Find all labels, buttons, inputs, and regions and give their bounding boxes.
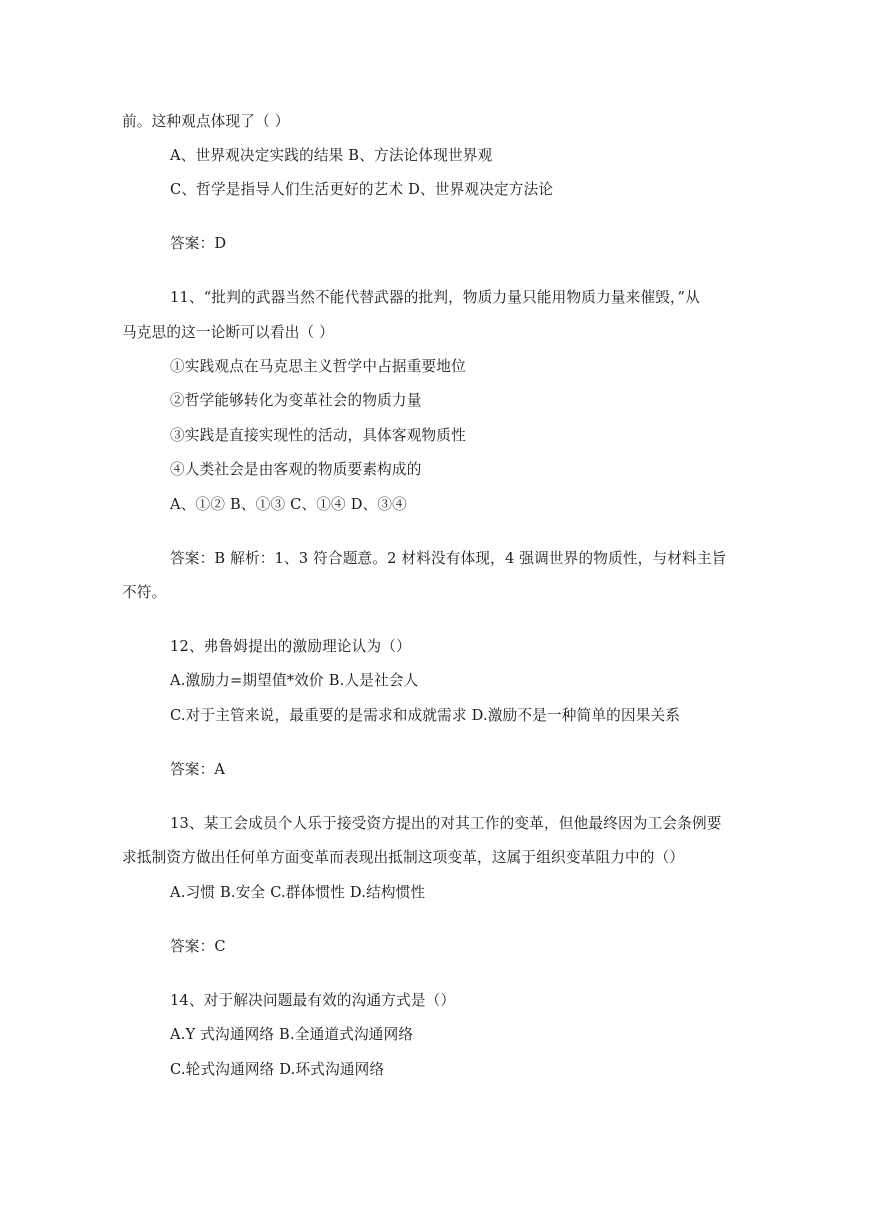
q10-answer: 答案：D [170, 235, 227, 252]
q12-options-cd: C.对于主管来说，最重要的是需求和成就需求 D.激励不是一种简单的因果关系 [170, 707, 681, 724]
q11-stem-line-1: 11、“批判的武器当然不能代替武器的批判，物质力量只能用物质力量来催毁，”从 [170, 289, 700, 306]
q12-options-ab: A.激励力=期望值*效价 B.人是社会人 [170, 672, 419, 689]
q12-stem: 12、弗鲁姆提出的激励理论认为（） [170, 638, 411, 655]
q11-statement-2: ②哲学能够转化为变革社会的物质力量 [170, 392, 422, 409]
q10-options-cd: C、哲学是指导人们生活更好的艺术 D、世界观决定方法论 [170, 181, 554, 198]
q14-options-ab: A.Y 式沟通网络 B.全通道式沟通网络 [170, 1026, 414, 1043]
q12-answer: 答案：A [170, 761, 226, 778]
q11-answer-line-1: 答案：B 解析：1、3 符合题意。2 材料没有体现，4 强调世界的物质性，与材料主旨 [170, 550, 727, 567]
q11-answer-line-2: 不符。 [122, 584, 167, 601]
q14-options-cd: C.轮式沟通网络 D.环式沟通网络 [170, 1061, 385, 1078]
q11-statement-4: ④人类社会是由客观的物质要素构成的 [170, 461, 422, 478]
q11-statement-1: ①实践观点在马克思主义哲学中占据重要地位 [170, 358, 466, 375]
q13-stem-line-2: 求抵制资方做出任何单方面变革而表现出抵制这项变革，这属于组织变革阻力中的（） [122, 849, 685, 866]
q13-stem-line-1: 13、某工会成员个人乐于接受资方提出的对其工作的变革，但他最终因为工会条例要 [170, 815, 722, 832]
q10-options-ab: A、世界观决定实践的结果 B、方法论体现世界观 [170, 147, 493, 164]
q11-stem-line-2: 马克思的这一论断可以看出（ ） [122, 324, 334, 341]
q11-statement-3: ③实践是直接实现性的活动，具体客观物质性 [170, 427, 466, 444]
q13-options: A.习惯 B.安全 C.群体惯性 D.结构惯性 [170, 884, 426, 901]
q10-question-tail: 前。这种观点体现了（ ） [122, 113, 290, 130]
q14-stem: 14、对于解决问题最有效的沟通方式是（） [170, 992, 456, 1009]
q13-answer: 答案：C [170, 938, 226, 955]
q11-options: A、①② B、①③ C、①④ D、③④ [170, 496, 407, 513]
